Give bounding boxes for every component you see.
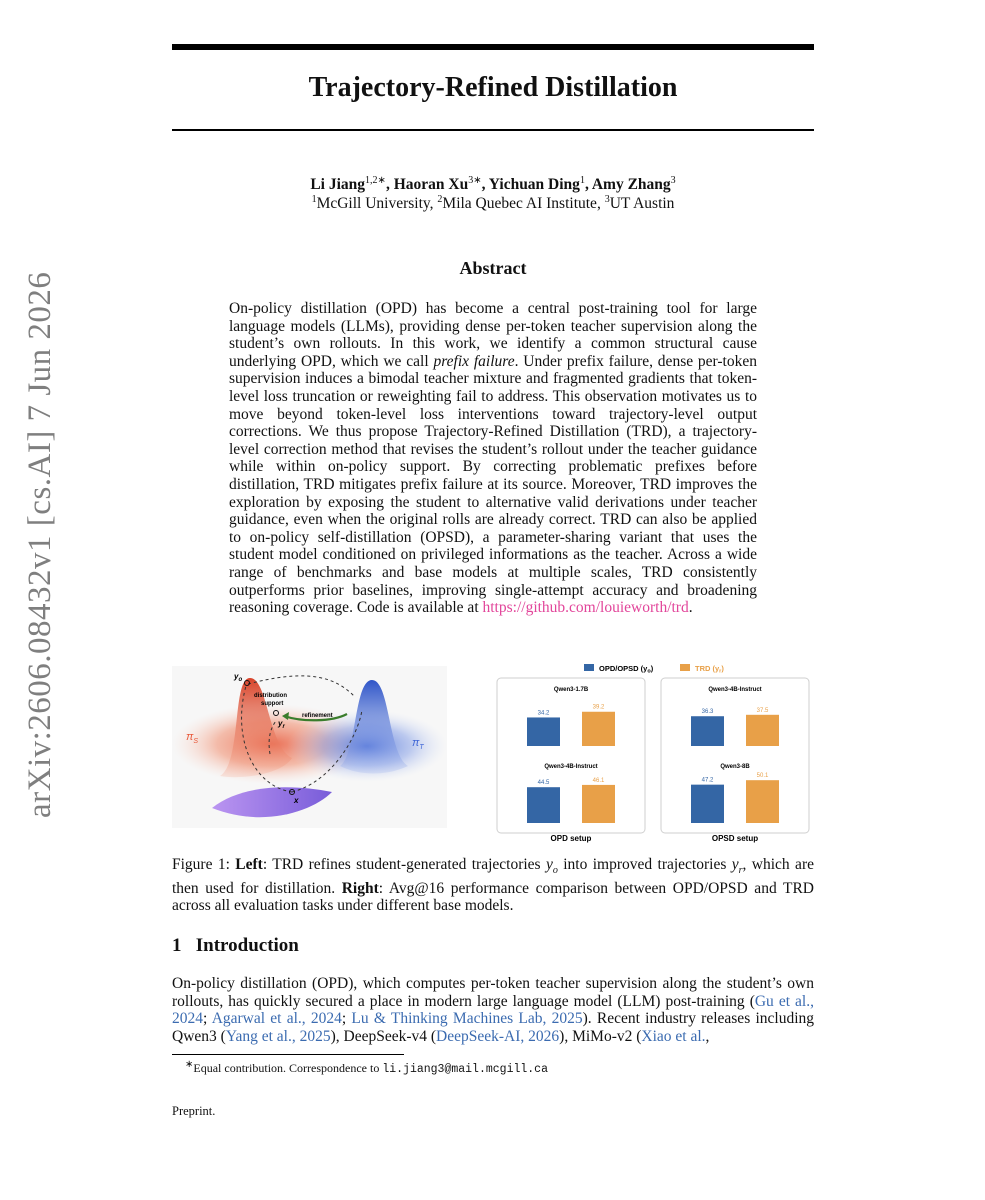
pi-s-label: $\pi_S$ xyxy=(186,731,199,745)
author-name: Li Jiang xyxy=(310,176,366,194)
legend-swatch-opd xyxy=(584,664,594,671)
bar-value-label: 47.2 xyxy=(701,777,714,784)
bar-trd xyxy=(582,785,615,823)
bar-trd xyxy=(746,715,779,746)
section-title: Introduction xyxy=(195,935,299,956)
intro-text: ), MiMo-v2 ( xyxy=(559,1027,642,1045)
bar-value-label: 46.1 xyxy=(592,777,605,784)
citation-link[interactable]: DeepSeek-AI, 2026 xyxy=(436,1027,560,1045)
chart-title: Qwen3-8B xyxy=(720,764,750,770)
intro-paragraph xyxy=(172,975,814,1045)
footnote xyxy=(185,1059,548,1076)
top-rule xyxy=(172,44,814,50)
footnote-text: Equal contribution. Correspondence to xyxy=(193,1061,383,1075)
chart-title: Qwen3-1.7B xyxy=(553,687,589,693)
figure-left-illustration xyxy=(172,666,447,828)
bar-trd xyxy=(746,780,779,823)
code-link[interactable]: https://github.com/louieworth/trd xyxy=(482,599,689,617)
affiliation: UT Austin xyxy=(609,195,675,213)
caption-text: Figure 1: xyxy=(172,856,236,873)
legend-swatch-trd xyxy=(680,664,690,671)
bar-value-label: 34.2 xyxy=(537,710,550,717)
bar-value-label: 37.5 xyxy=(756,707,769,714)
pi-t-label: $\pi_T$ xyxy=(412,737,424,751)
bar-value-label: 39.2 xyxy=(592,704,605,711)
chart-title: Qwen3-4B-Instruct xyxy=(708,687,762,693)
author-name: Yichuan Ding xyxy=(488,176,580,194)
citation-link[interactable]: Lu & Thinking Machines Lab, 2025 xyxy=(351,1010,583,1028)
author-sup: 3 xyxy=(670,175,676,186)
affil-sup: 1 xyxy=(311,194,317,205)
caption-bold: Left xyxy=(235,856,263,873)
section-number: 1 xyxy=(172,935,182,956)
citation-link[interactable]: Agarwal et al., 2024 xyxy=(211,1010,342,1028)
bar-value-label: 50.1 xyxy=(756,773,769,780)
author-sup: 3∗ xyxy=(468,175,482,186)
intro-text: , xyxy=(705,1027,710,1045)
caption-text: into improved trajectories xyxy=(557,856,732,873)
caption-text: : TRD refines student-generated trajectories xyxy=(262,856,546,873)
bar-opd xyxy=(691,785,724,823)
abstract-text: . xyxy=(688,599,693,617)
yr-label: $y_r$ xyxy=(278,719,285,730)
abstract-text: . Under prefix failure, dense per-token supervision induces a bimodal teacher mixture and fragmented gradients that token-level loss truncation or reweighting fail to address. This observation motivates us to move beyond token-level loss interventions toward trajectory-level output corrections. We thus propose Trajectory-Refined Distillation (TRD), a trajectory-level correction method that revises the student’s rollout under the teacher guidance while within on-policy support. By correcting problematic prefixes before distillation, TRD mitigates prefix failure at its source. Moreover, TRD improves the exploration by exposing the student to alternative valid derivations under teacher guidance, even when the original rolls are already correct. TRD can also be applied to on-policy self-distillation (OPSD), a parameter-sharing variant that uses the student model conditioned on privileged informations as the teacher. Across a wide range of benchmarks and base models at multiple scales, TRD consistently outperforms prior baselines, improving single-attempt accuracy and broadening reasoning coverage. Code is available at xyxy=(229,352,757,617)
legend xyxy=(584,664,724,675)
footnote-mark: ∗ xyxy=(185,1059,194,1070)
bar-opd xyxy=(527,717,560,746)
legend-label-opd: OPD/OPSD $(y_o)$ xyxy=(599,664,654,675)
citation-link[interactable]: Yang et al., 2025 xyxy=(225,1027,331,1045)
footnote-email[interactable]: li.jiang3@mail.mcgill.ca xyxy=(382,1063,548,1076)
affil-sup: 3 xyxy=(604,194,610,205)
yo-label: $y_o$ xyxy=(234,672,243,683)
author-sup: 1,2∗ xyxy=(365,175,386,186)
bar-opd xyxy=(527,787,560,823)
figure-caption xyxy=(172,856,814,915)
section-heading xyxy=(172,935,299,957)
title-rule xyxy=(172,129,814,131)
intro-text: ), DeepSeek-v4 ( xyxy=(330,1027,437,1045)
citation-link[interactable]: Gu et al., 2024 xyxy=(172,992,814,1028)
opsd-setup-label: OPSD setup xyxy=(711,834,759,843)
abstract-heading: Abstract xyxy=(459,258,527,278)
footnote-rule xyxy=(172,1054,404,1055)
bar-value-label: 44.5 xyxy=(537,780,550,787)
opsd-setup-panel xyxy=(661,678,809,833)
affiliation: McGill University xyxy=(316,195,430,213)
caption-math: y xyxy=(731,856,739,873)
paper-title: Trajectory-Refined Distillation xyxy=(308,72,678,103)
author-name: Amy Zhang xyxy=(591,176,671,194)
affil-sup: 2 xyxy=(437,194,443,205)
intro-text: ; xyxy=(341,1010,352,1028)
abstract-body xyxy=(229,300,757,617)
author-list: Li Jiang$^{1,2∗}$, Haoran $Xu^{3∗}$, Yichuan Ding$^1$, Amy Zhang$^3$ xyxy=(310,175,676,194)
abstract-text: On-policy distillation (OPD) has become a central post-training tool for large language models (LLMs), providing dense per-token teacher supervision along the student’s own rollouts. In this work, we identify a common structural cause underlying OPD, which we call xyxy=(229,300,757,370)
intro-text: ; xyxy=(203,1010,212,1028)
citation-link[interactable]: Xiao et al. xyxy=(641,1027,706,1045)
refinement-label: refinement xyxy=(302,713,333,719)
caption-text: , which are then used for distillation. xyxy=(172,856,814,897)
bar-trd xyxy=(582,712,615,746)
caption-text: : Avg@16 performance comparison between OPD/OPSD and TRD across all evaluation tasks under different base models. xyxy=(172,879,815,915)
figure-right-charts xyxy=(494,660,812,845)
opd-setup-label: OPD setup xyxy=(550,834,592,843)
chart-title: Qwen3-4B-Instruct xyxy=(544,764,598,770)
support-label: support xyxy=(261,701,284,707)
bar-opd xyxy=(691,716,724,746)
intro-text: On-policy distillation (OPD), which computes per-token teacher supervision along the student’s own rollouts, has quickly secured a place in modern large language model (LLM) post-training ( xyxy=(172,975,814,1010)
x-label: x xyxy=(294,796,299,805)
support-label: distribution xyxy=(254,693,287,699)
bar-value-label: 36.3 xyxy=(701,709,714,716)
author-name: Haoran Xu xyxy=(393,176,469,194)
legend-label-trd: TRD $(y_r)$ xyxy=(695,664,724,675)
opd-setup-panel xyxy=(497,678,645,833)
intro-text: ). Recent industry releases including Qwen3 ( xyxy=(172,1010,814,1045)
affiliations: $^1$McGill University, $^2$Mila Quebec AI Institute, $^3$UT Austin xyxy=(311,194,675,213)
abstract-emphasis: prefix failure xyxy=(433,352,515,370)
preprint-label: Preprint. xyxy=(172,1104,216,1118)
caption-math: y xyxy=(545,856,553,873)
caption-math-sub: o xyxy=(552,865,558,877)
caption-math-sub: r xyxy=(738,865,743,877)
arxiv-stamp: arXiv:2606.08432v1 [cs.AI] 7 Jun 2026 xyxy=(22,271,58,818)
author-sup: 1 xyxy=(579,175,585,186)
caption-bold: Right xyxy=(341,879,379,897)
affiliation: Mila Quebec AI Institute xyxy=(442,195,597,213)
